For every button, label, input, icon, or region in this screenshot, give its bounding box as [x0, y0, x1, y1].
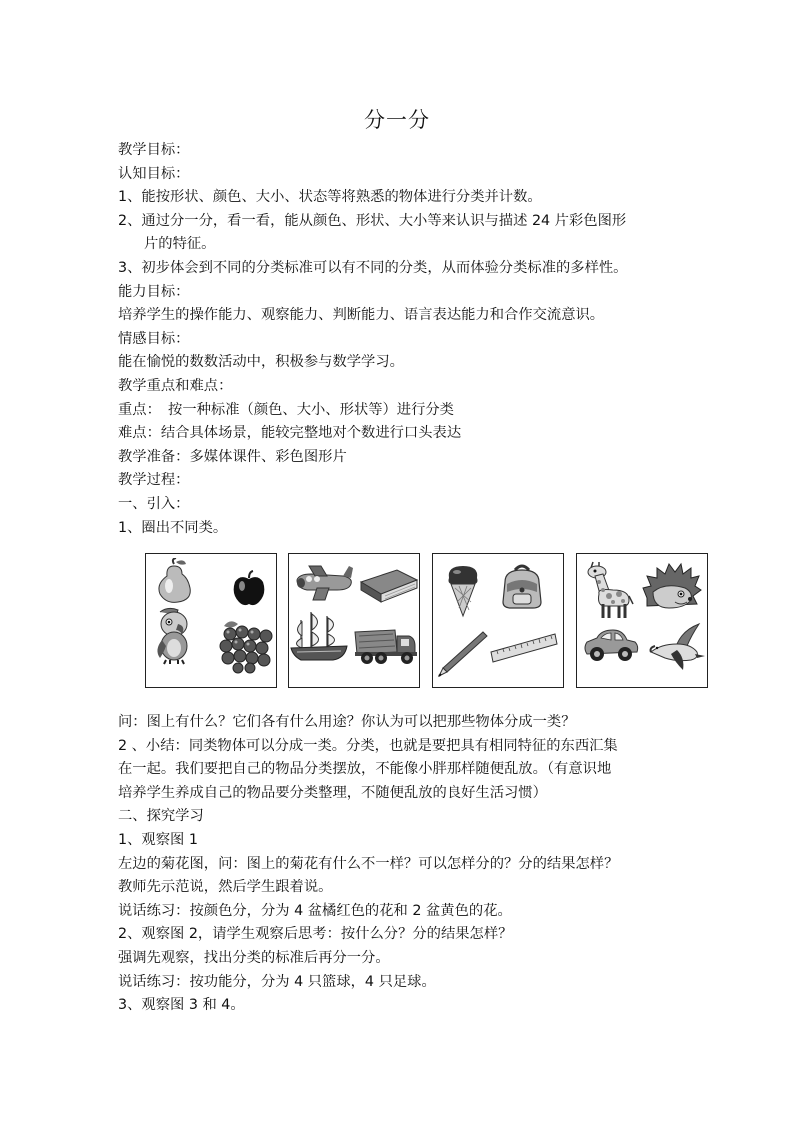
text-line: 教师先示范说，然后学生跟着说。 [118, 879, 333, 896]
text-line: 二、探究学习 [118, 808, 204, 825]
text-line: 能力目标： [118, 283, 190, 300]
truck-icon [353, 626, 419, 666]
backpack-icon [499, 562, 545, 610]
sailing-ship-icon [289, 608, 349, 664]
text-line: 难点：结合具体场景，能较完整地对个数进行口头表达 [118, 425, 462, 442]
text-line: 3、初步体会到不同的分类标准可以有不同的分类，从而体验分类标准的多样性。 [118, 259, 628, 276]
text-line: 一、引入： [118, 495, 190, 512]
text-line: 培养学生的操作能力、观察能力、判断能力、语言表达能力和合作交流意识。 [118, 307, 605, 324]
text-line: 2、观察图 2，请学生观察后思考：按什么分？分的结果怎样？ [118, 926, 513, 943]
text-line: 能在愉悦的数数活动中，积极参与数学学习。 [118, 354, 404, 371]
apple-icon [230, 570, 268, 608]
picture-panel-3 [432, 553, 564, 688]
parrot-icon [152, 606, 198, 666]
text-line: 教学目标： [118, 142, 190, 158]
hedgehog-icon [639, 562, 703, 614]
picture-panel-1 [145, 553, 277, 688]
text-line: 1、能按形状、颜色、大小、状态等将熟悉的物体进行分类并计数。 [118, 189, 542, 206]
toy-car-icon [583, 628, 639, 664]
text-line: 认知目标： [118, 165, 190, 182]
grapes-icon [216, 616, 276, 674]
text-line: 1、圈出不同类。 [118, 519, 228, 536]
text-line: 教学重点和难点： [118, 377, 233, 394]
text-line: 问：图上有什么？它们各有什么用途？你认为可以把那些物体分成一类？ [118, 714, 576, 730]
page-title: 分一分 [364, 108, 430, 132]
text-line: 强调先观察，找出分类的标准后再分一分。 [118, 949, 390, 966]
text-line: 情感目标： [118, 330, 190, 347]
text-line: 左边的菊花图，问：图上的菊花有什么不一样？可以怎样分的？分的结果怎样？ [118, 855, 619, 872]
lesson-text-lower [118, 711, 688, 1018]
text-line: 3、观察图 3 和 4。 [118, 997, 245, 1014]
flying-bird-icon [647, 622, 707, 672]
text-line: 说话练习：按颜色分，分为 4 盆橘红色的花和 2 盆黄色的花。 [118, 902, 512, 919]
text-line: 教学准备：多媒体课件、彩色图形片 [118, 448, 347, 465]
lesson-text-upper [118, 139, 688, 540]
text-line: 说话练习：按功能分，分为 4 只篮球，4 只足球。 [118, 973, 436, 990]
text-line: 培养学生养成自己的物品要分类整理，不随便乱放的良好生活习惯） [118, 784, 547, 801]
text-line: 片的特征。 [144, 236, 216, 253]
ruler-icon [489, 632, 559, 666]
text-line: 1、观察图 1 [118, 831, 198, 848]
giraffe-icon [583, 560, 635, 620]
text-line: 2、通过分一分，看一看，能从颜色、形状、大小等来认识与描述 24 片彩色图形 [118, 212, 627, 229]
picture-panel-4 [576, 553, 708, 688]
text-line: 在一起。我们要把自己的物品分类摆放，不能像小胖那样随便乱放。（有意识地 [118, 761, 612, 778]
pear-icon [150, 558, 200, 604]
text-line: 重点： 按一种标准（颜色、大小、形状等）进行分类 [118, 401, 454, 418]
airplane-icon [293, 564, 355, 602]
text-line: 2 、小结：同类物体可以分成一类。分类，也就是要把具有相同特征的东西汇集 [118, 737, 618, 754]
pencil-icon [437, 630, 489, 678]
ice-cream-icon [443, 562, 483, 618]
picture-panel-2 [288, 553, 420, 688]
book-icon [359, 568, 419, 604]
text-line: 教学过程： [118, 472, 190, 489]
